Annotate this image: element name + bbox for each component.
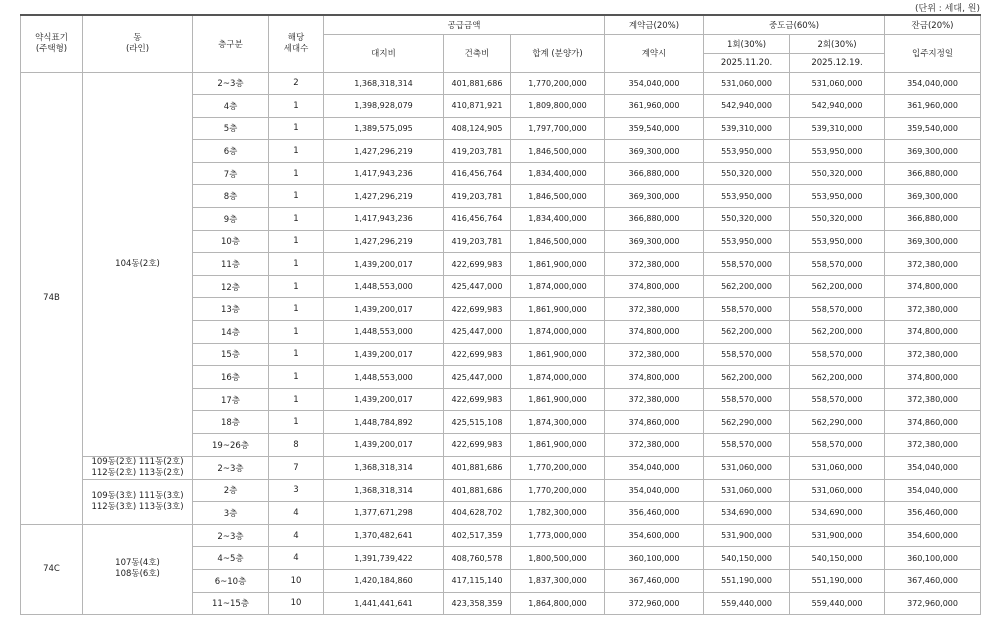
total-cell: 1,861,900,000 [511,298,605,321]
total-cell: 1,874,000,000 [511,275,605,298]
floor-cell: 17층 [193,388,269,411]
table-body [21,72,981,615]
land-cell: 1,439,200,017 [324,253,444,276]
mid1-cell: 542,940,000 [704,95,790,118]
balance-cell: 359,540,000 [885,117,981,140]
balance-cell: 372,380,000 [885,298,981,321]
mid1-cell: 531,060,000 [704,456,790,479]
total-cell: 1,864,800,000 [511,592,605,615]
mid1-cell: 550,320,000 [704,208,790,231]
balance-cell: 356,460,000 [885,502,981,525]
table-row [21,479,981,502]
mid1-cell: 558,570,000 [704,298,790,321]
deposit-cell: 360,100,000 [605,547,704,570]
mid2-cell: 539,310,000 [790,117,885,140]
table-row [21,524,981,547]
balance-cell: 374,860,000 [885,411,981,434]
units-cell: 1 [269,95,324,118]
deposit-cell: 372,380,000 [605,434,704,457]
land-cell: 1,370,482,641 [324,524,444,547]
deposit-cell: 366,880,000 [605,208,704,231]
balance-cell: 369,300,000 [885,140,981,163]
land-cell: 1,391,739,422 [324,547,444,570]
units-cell: 1 [269,230,324,253]
land-cell: 1,439,200,017 [324,343,444,366]
floor-cell: 6~10층 [193,569,269,592]
units-cell: 7 [269,456,324,479]
land-cell: 1,448,553,000 [324,366,444,389]
mid1-cell: 553,950,000 [704,230,790,253]
balance-cell: 374,800,000 [885,275,981,298]
total-cell: 1,809,800,000 [511,95,605,118]
balance-cell: 374,800,000 [885,366,981,389]
building-cell: 401,881,686 [444,456,511,479]
land-cell: 1,448,784,892 [324,411,444,434]
balance-cell: 354,040,000 [885,479,981,502]
deposit-cell: 369,300,000 [605,140,704,163]
type-cell: 74B [21,72,83,524]
building-cell: 423,358,359 [444,592,511,615]
dong-cell: 109동(3호) 111동(3호) 112동(3호) 113동(3호) [83,479,193,524]
total-cell: 1,874,000,000 [511,366,605,389]
balance-cell: 372,380,000 [885,434,981,457]
land-cell: 1,439,200,017 [324,388,444,411]
deposit-cell: 374,800,000 [605,366,704,389]
mid2-cell: 558,570,000 [790,298,885,321]
mid2-cell: 559,440,000 [790,592,885,615]
mid1-cell: 558,570,000 [704,434,790,457]
mid2-cell: 550,320,000 [790,162,885,185]
land-cell: 1,417,943,236 [324,208,444,231]
units-cell: 1 [269,411,324,434]
mid1-cell: 558,570,000 [704,388,790,411]
deposit-cell: 354,600,000 [605,524,704,547]
balance-cell: 372,960,000 [885,592,981,615]
mid2-cell: 558,570,000 [790,343,885,366]
units-cell: 1 [269,343,324,366]
mid1-cell: 562,200,000 [704,321,790,344]
land-cell: 1,427,296,219 [324,230,444,253]
total-cell: 1,834,400,000 [511,208,605,231]
floor-cell: 18층 [193,411,269,434]
mid2-cell: 558,570,000 [790,388,885,411]
deposit-cell: 374,800,000 [605,321,704,344]
units-cell: 4 [269,547,324,570]
building-cell: 419,203,781 [444,230,511,253]
table-row [21,72,981,95]
units-cell: 1 [269,298,324,321]
header-building: 건축비 [444,34,511,72]
building-cell: 402,517,359 [444,524,511,547]
floor-cell: 13층 [193,298,269,321]
total-cell: 1,782,300,000 [511,502,605,525]
header-deposit: 계약금(20%) [605,15,704,34]
type-cell: 74C [21,524,83,614]
mid2-cell: 553,950,000 [790,185,885,208]
total-cell: 1,846,500,000 [511,185,605,208]
floor-cell: 6층 [193,140,269,163]
deposit-cell: 372,380,000 [605,343,704,366]
floor-cell: 16층 [193,366,269,389]
total-cell: 1,800,500,000 [511,547,605,570]
deposit-cell: 361,960,000 [605,95,704,118]
units-cell: 1 [269,366,324,389]
header-mid1-date: 2025.11.20. [704,53,790,72]
mid1-cell: 553,950,000 [704,185,790,208]
deposit-cell: 359,540,000 [605,117,704,140]
header-floor: 층구분 [193,15,269,72]
mid2-cell: 531,060,000 [790,456,885,479]
units-cell: 3 [269,479,324,502]
balance-cell: 361,960,000 [885,95,981,118]
price-table [20,14,981,615]
mid2-cell: 558,570,000 [790,253,885,276]
building-cell: 410,871,921 [444,95,511,118]
balance-cell: 366,880,000 [885,162,981,185]
land-cell: 1,368,318,314 [324,479,444,502]
building-cell: 408,124,905 [444,117,511,140]
mid2-cell: 551,190,000 [790,569,885,592]
mid2-cell: 553,950,000 [790,140,885,163]
balance-cell: 367,460,000 [885,569,981,592]
building-cell: 425,515,108 [444,411,511,434]
deposit-cell: 356,460,000 [605,502,704,525]
balance-cell: 369,300,000 [885,185,981,208]
header-dong-label: 동 (라인) [125,32,150,54]
deposit-cell: 372,960,000 [605,592,704,615]
total-cell: 1,770,200,000 [511,72,605,95]
header-units-label: 해당 세대수 [283,32,309,54]
mid1-cell: 553,950,000 [704,140,790,163]
building-cell: 417,115,140 [444,569,511,592]
deposit-cell: 372,380,000 [605,298,704,321]
header-land: 대지비 [324,34,444,72]
mid1-cell: 539,310,000 [704,117,790,140]
building-cell: 416,456,764 [444,162,511,185]
deposit-cell: 374,860,000 [605,411,704,434]
mid2-cell: 531,060,000 [790,479,885,502]
land-cell: 1,439,200,017 [324,434,444,457]
deposit-cell: 354,040,000 [605,456,704,479]
deposit-cell: 367,460,000 [605,569,704,592]
floor-cell: 15층 [193,343,269,366]
floor-cell: 5층 [193,117,269,140]
header-total: 합계 (분양가) [511,34,605,72]
units-cell: 1 [269,208,324,231]
floor-cell: 4~5층 [193,547,269,570]
total-cell: 1,773,000,000 [511,524,605,547]
dong-cell: 104동(2호) [83,72,193,456]
total-cell: 1,861,900,000 [511,343,605,366]
total-cell: 1,846,500,000 [511,140,605,163]
building-cell: 422,699,983 [444,343,511,366]
header-middle: 중도금(60%) [704,15,885,34]
building-cell: 416,456,764 [444,208,511,231]
total-cell: 1,861,900,000 [511,434,605,457]
table-header [21,15,981,72]
mid1-cell: 562,290,000 [704,411,790,434]
floor-cell: 14층 [193,321,269,344]
deposit-cell: 372,380,000 [605,253,704,276]
balance-cell: 374,800,000 [885,321,981,344]
table-row [21,456,981,479]
mid1-cell: 531,900,000 [704,524,790,547]
building-cell: 422,699,983 [444,434,511,457]
total-cell: 1,837,300,000 [511,569,605,592]
floor-cell: 11~15층 [193,592,269,615]
land-cell: 1,427,296,219 [324,140,444,163]
units-cell: 2 [269,72,324,95]
units-cell: 1 [269,140,324,163]
floor-cell: 2~3층 [193,456,269,479]
floor-cell: 10층 [193,230,269,253]
land-cell: 1,368,318,314 [324,456,444,479]
balance-cell: 354,600,000 [885,524,981,547]
floor-cell: 11층 [193,253,269,276]
floor-cell: 19~26층 [193,434,269,457]
mid1-cell: 534,690,000 [704,502,790,525]
units-cell: 10 [269,569,324,592]
deposit-cell: 354,040,000 [605,72,704,95]
mid2-cell: 531,900,000 [790,524,885,547]
unit-note: (단위 : 세대, 원) [915,4,980,14]
floor-cell: 4층 [193,95,269,118]
building-cell: 404,628,702 [444,502,511,525]
balance-cell: 372,380,000 [885,388,981,411]
deposit-cell: 366,880,000 [605,162,704,185]
total-cell: 1,861,900,000 [511,388,605,411]
units-cell: 1 [269,275,324,298]
building-cell: 425,447,000 [444,321,511,344]
floor-cell: 3층 [193,502,269,525]
balance-cell: 366,880,000 [885,208,981,231]
building-cell: 422,699,983 [444,298,511,321]
balance-cell: 354,040,000 [885,72,981,95]
floor-cell: 2~3층 [193,72,269,95]
total-cell: 1,797,700,000 [511,117,605,140]
deposit-cell: 354,040,000 [605,479,704,502]
units-cell: 4 [269,502,324,525]
building-cell: 422,699,983 [444,388,511,411]
mid1-cell: 540,150,000 [704,547,790,570]
units-cell: 1 [269,321,324,344]
mid1-cell: 558,570,000 [704,253,790,276]
land-cell: 1,417,943,236 [324,162,444,185]
balance-cell: 372,380,000 [885,253,981,276]
mid1-cell: 550,320,000 [704,162,790,185]
floor-cell: 9층 [193,208,269,231]
total-cell: 1,874,300,000 [511,411,605,434]
land-cell: 1,368,318,314 [324,72,444,95]
building-cell: 419,203,781 [444,140,511,163]
land-cell: 1,389,575,095 [324,117,444,140]
units-cell: 4 [269,524,324,547]
header-balance: 잔금(20%) [885,15,981,34]
mid2-cell: 558,570,000 [790,434,885,457]
header-mid1: 1회(30%) [704,34,790,53]
mid1-cell: 562,200,000 [704,366,790,389]
building-cell: 425,447,000 [444,366,511,389]
total-cell: 1,861,900,000 [511,253,605,276]
floor-cell: 2~3층 [193,524,269,547]
header-dong [83,15,193,72]
deposit-cell: 369,300,000 [605,230,704,253]
units-cell: 1 [269,185,324,208]
header-mid2: 2회(30%) [790,34,885,53]
mid2-cell: 562,200,000 [790,275,885,298]
land-cell: 1,420,184,860 [324,569,444,592]
total-cell: 1,846,500,000 [511,230,605,253]
mid1-cell: 559,440,000 [704,592,790,615]
units-cell: 1 [269,162,324,185]
mid2-cell: 550,320,000 [790,208,885,231]
mid2-cell: 562,200,000 [790,366,885,389]
total-cell: 1,834,400,000 [511,162,605,185]
dong-cell: 109동(2호) 111동(2호) 112동(2호) 113동(2호) [83,456,193,479]
building-cell: 419,203,781 [444,185,511,208]
building-cell: 408,760,578 [444,547,511,570]
land-cell: 1,448,553,000 [324,275,444,298]
mid1-cell: 551,190,000 [704,569,790,592]
units-cell: 1 [269,388,324,411]
deposit-cell: 372,380,000 [605,388,704,411]
mid2-cell: 531,060,000 [790,72,885,95]
land-cell: 1,398,928,079 [324,95,444,118]
header-type [21,15,83,72]
floor-cell: 8층 [193,185,269,208]
floor-cell: 2층 [193,479,269,502]
land-cell: 1,439,200,017 [324,298,444,321]
mid2-cell: 553,950,000 [790,230,885,253]
mid2-cell: 542,940,000 [790,95,885,118]
units-cell: 8 [269,434,324,457]
units-cell: 10 [269,592,324,615]
units-cell: 1 [269,117,324,140]
mid2-cell: 562,200,000 [790,321,885,344]
mid1-cell: 531,060,000 [704,72,790,95]
land-cell: 1,427,296,219 [324,185,444,208]
header-type-label: 약식표기 (주택형) [35,32,68,54]
total-cell: 1,770,200,000 [511,479,605,502]
balance-cell: 369,300,000 [885,230,981,253]
mid1-cell: 531,060,000 [704,479,790,502]
header-supply: 공급금액 [324,15,605,34]
building-cell: 425,447,000 [444,275,511,298]
header-mid2-date: 2025.12.19. [790,53,885,72]
mid2-cell: 540,150,000 [790,547,885,570]
balance-cell: 360,100,000 [885,547,981,570]
land-cell: 1,441,441,641 [324,592,444,615]
building-cell: 401,881,686 [444,72,511,95]
header-units [269,15,324,72]
balance-cell: 354,040,000 [885,456,981,479]
units-cell: 1 [269,253,324,276]
header-balance-when: 입주지정일 [885,34,981,72]
total-cell: 1,770,200,000 [511,456,605,479]
mid2-cell: 534,690,000 [790,502,885,525]
building-cell: 401,881,686 [444,479,511,502]
deposit-cell: 369,300,000 [605,185,704,208]
building-cell: 422,699,983 [444,253,511,276]
total-cell: 1,874,000,000 [511,321,605,344]
balance-cell: 372,380,000 [885,343,981,366]
header-deposit-when: 계약시 [605,34,704,72]
floor-cell: 12층 [193,275,269,298]
land-cell: 1,377,671,298 [324,502,444,525]
mid1-cell: 562,200,000 [704,275,790,298]
dong-cell: 107동(4호) 108동(6호) [83,524,193,614]
deposit-cell: 374,800,000 [605,275,704,298]
floor-cell: 7층 [193,162,269,185]
mid2-cell: 562,290,000 [790,411,885,434]
land-cell: 1,448,553,000 [324,321,444,344]
mid1-cell: 558,570,000 [704,343,790,366]
